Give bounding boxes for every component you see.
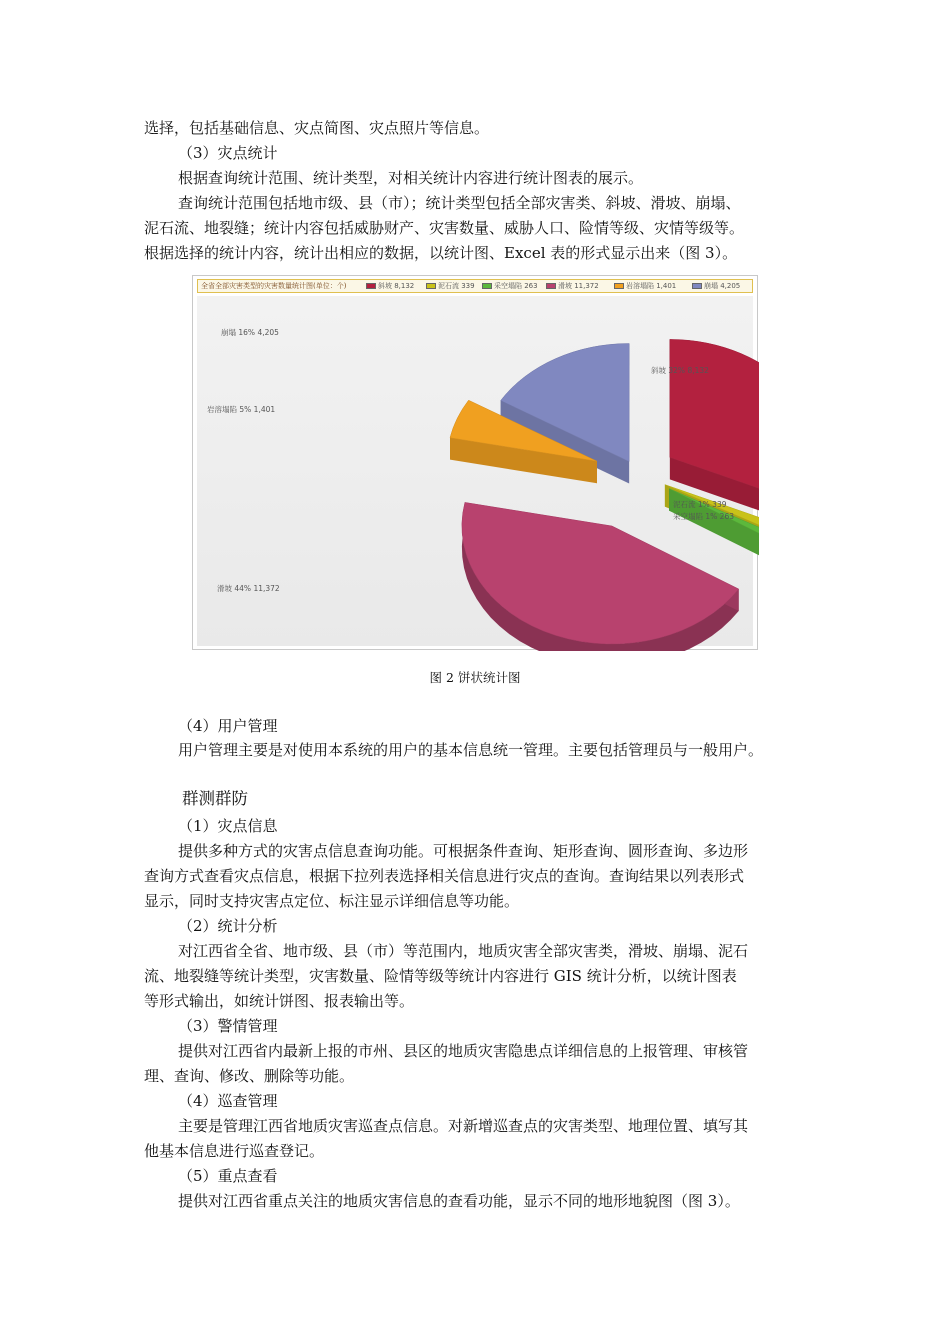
text-line: （4）用户管理 [178,717,278,735]
text-line: （5）重点查看 [178,1167,278,1185]
legend-label: 岩溶塌陷 1,401 [626,282,677,290]
text-line: 查询统计范围包括地市级、县（市）；统计类型包括全部灾害类、斜坡、滑坡、崩塌、 [178,194,741,212]
legend-label: 斜坡 8,132 [378,282,415,290]
pie-chart-figure [192,275,758,650]
section-heading: 群测群防 [182,789,248,808]
slice-label: 斜坡 32% 8,132 [651,366,709,375]
legend-label: 采空塌陷 263 [494,282,538,290]
text-line: 提供对江西省内最新上报的市州、县区的地质灾害隐患点详细信息的上报管理、审核管 [178,1042,749,1060]
text-line: 提供对江西省重点关注的地质灾害信息的查看功能，显示不同的地形地貌图（图 3）。 [178,1192,740,1210]
text-line: 理、查询、修改、删除等功能。 [144,1067,355,1085]
text-line: 主要是管理江西省地质灾害巡查点信息。对新增巡查点的灾害类型、地理位置、填写其 [178,1117,749,1135]
legend-label: 泥石流 339 [438,282,475,290]
text-line: （3）警情管理 [178,1017,278,1035]
text-line: 流、地裂缝等统计类型，灾害数量、险情等级等统计内容进行 GIS 统计分析，以统计图表 [144,967,737,985]
text-line: 提供多种方式的灾害点信息查询功能。可根据条件查询、矩形查询、圆形查询、多边形 [178,842,749,860]
slice-label: 采空塌陷 1% 263 [673,512,734,521]
figure-caption: 图 2 饼状统计图 [429,670,521,685]
text-line: 查询方式查看灾点信息，根据下拉列表选择相关信息进行灾点的查询。查询结果以列表形式 [144,867,745,885]
legend-label: 崩塌 4,205 [704,282,741,290]
text-line: 等形式输出，如统计饼图、报表输出等。 [144,992,415,1010]
text-line: （4）巡查管理 [178,1092,278,1110]
text-line: 用户管理主要是对使用本系统的用户的基本信息统一管理。主要包括管理员与一般用户。 [178,741,764,759]
pie-slice [462,502,739,651]
chart-title: 全省全部灾害类型的灾害数量统计图(单位：个) [201,282,347,290]
text-line: 根据选择的统计内容，统计出相应的数据，以统计图、Excel 表的形式显示出来（图 3）。 [144,244,738,262]
slice-label: 泥石流 1% 339 [673,500,727,509]
text-line: （3）灾点统计 [178,144,278,162]
text-line: 选择，包括基础信息、灾点简图、灾点照片等信息。 [144,119,490,137]
slice-label: 岩溶塌陷 5% 1,401 [207,405,276,414]
slice-label: 崩塌 16% 4,205 [221,328,279,337]
text-line: 他基本信息进行巡查登记。 [144,1142,325,1160]
text-line: 显示，同时支持灾害点定位、标注显示详细信息等功能。 [144,892,520,910]
slice-label: 滑坡 44% 11,372 [217,584,280,593]
text-line: 对江西省全省、地市级、县（市）等范围内，地质灾害全部灾害类，滑坡、崩塌、泥石 [178,942,749,960]
text-line: （1）灾点信息 [178,817,278,835]
text-line: 泥石流、地裂缝；统计内容包括威胁财产、灾害数量、威胁人口、险情等级、灾情等级等。 [144,219,745,237]
legend-label: 滑坡 11,372 [558,282,599,290]
text-line: 根据查询统计范围、统计类型，对相关统计内容进行统计图表的展示。 [178,169,644,187]
text-line: （2）统计分析 [178,917,278,935]
pie-chart [193,276,759,651]
